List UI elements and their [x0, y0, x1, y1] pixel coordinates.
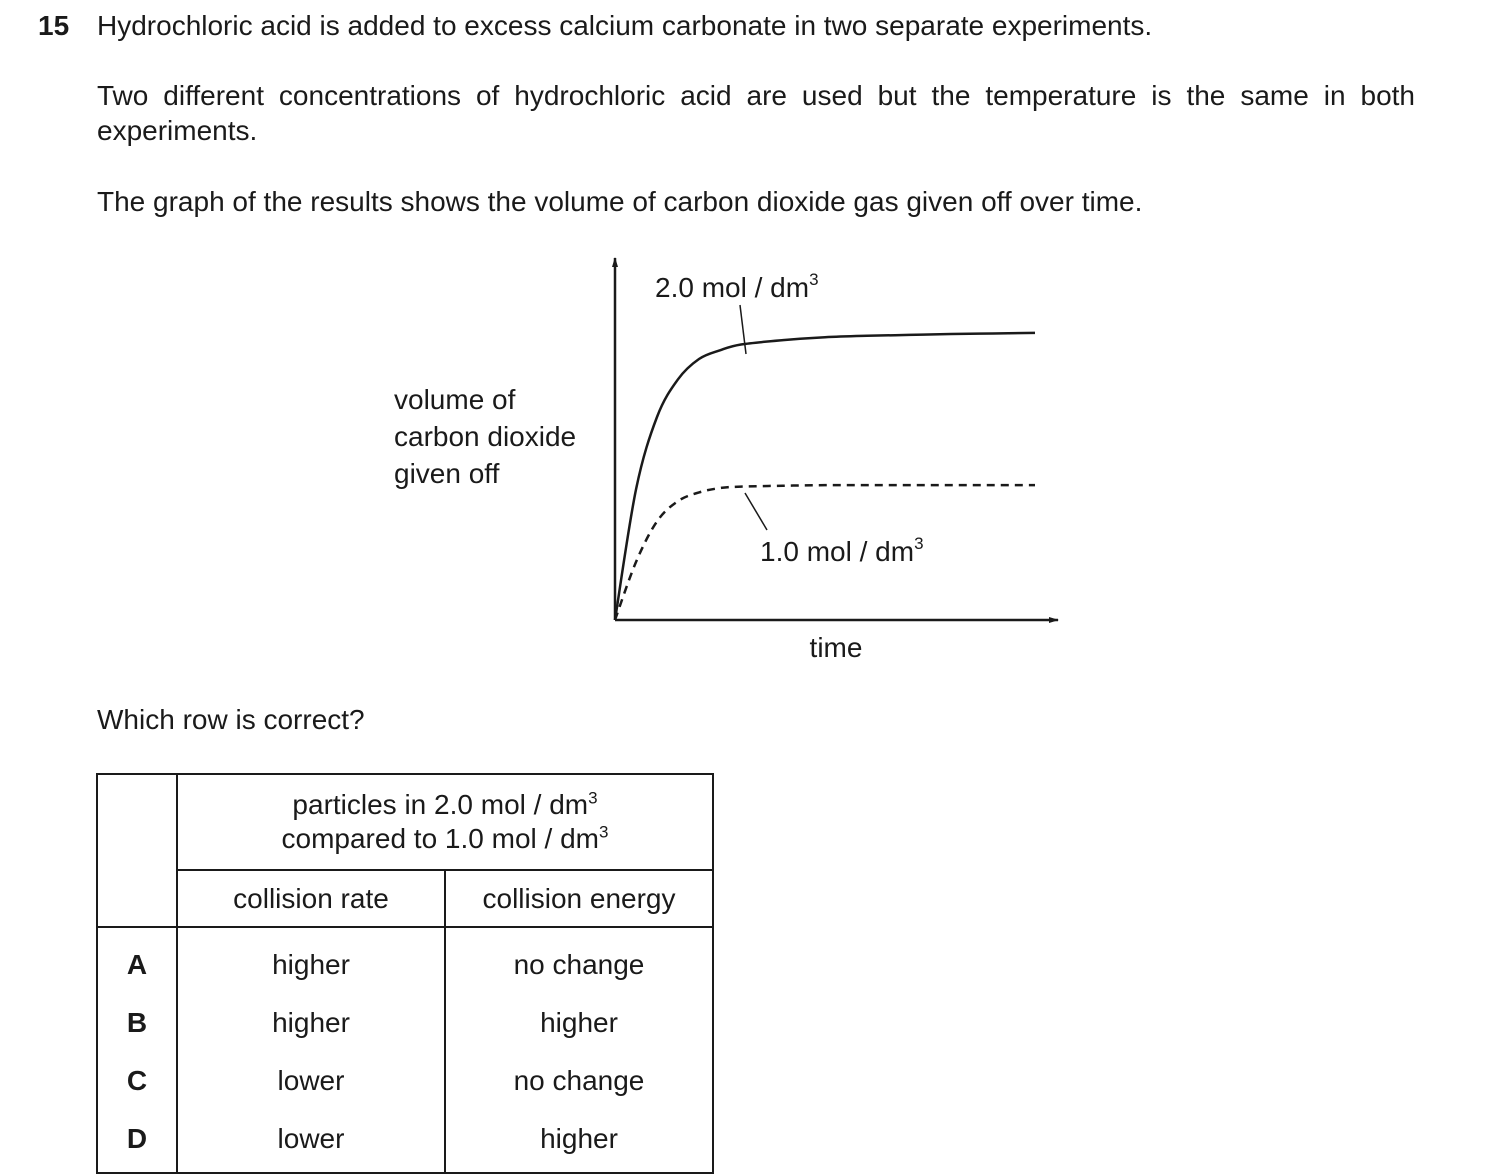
collision-energy-column — [445, 927, 713, 1173]
letters-column — [97, 927, 177, 1173]
option-d-energy: higher — [540, 1123, 618, 1154]
comparison-header — [177, 774, 713, 870]
header-line-2-text: compared to 1.0 mol / dm — [281, 823, 599, 854]
option-b-energy: higher — [540, 1007, 618, 1038]
answer-table — [96, 773, 714, 1174]
series-2-0-label-sup: 3 — [809, 270, 819, 289]
collision-rate-column — [177, 927, 445, 1173]
header-line-2-sup: 3 — [599, 822, 609, 842]
option-a-rate: higher — [272, 949, 350, 980]
series-2-0-label — [655, 270, 819, 303]
y-axis-label-line-3: given off — [394, 458, 500, 489]
series-1-0-label-sup: 3 — [914, 534, 924, 553]
comparison-header-line-1 — [178, 788, 712, 822]
series-2-0-leader-line — [740, 305, 746, 354]
option-letter-c: C — [126, 1065, 148, 1096]
blank-header-cell — [97, 774, 177, 927]
series-2-0-curve — [615, 333, 1035, 620]
column-header-collision-energy: collision energy — [445, 870, 713, 927]
option-letter-a: A — [126, 949, 148, 980]
y-axis-label-line-2: carbon dioxide — [394, 421, 577, 452]
header-line-1-text: particles in 2.0 mol / dm — [292, 789, 589, 820]
option-letter-d: D — [126, 1123, 148, 1154]
question-number: 15 — [38, 10, 70, 41]
x-axis-label: time — [809, 632, 863, 663]
graph-intro: The graph of the results shows the volume of carbon dioxide gas given off over time. — [97, 186, 1143, 217]
option-c-energy: no change — [513, 1065, 645, 1096]
option-a-energy: no change — [513, 949, 645, 980]
question-prompt: Which row is correct? — [97, 704, 365, 735]
series-1-0-leader-line — [745, 493, 767, 530]
option-d-rate: lower — [277, 1123, 345, 1154]
column-header-collision-rate: collision rate — [177, 870, 445, 927]
series-1-0-label — [760, 534, 924, 567]
option-c-rate: lower — [277, 1065, 345, 1096]
y-axis-label-line-1: volume of — [394, 384, 516, 415]
co2-volume-graph — [380, 250, 1080, 680]
option-b-rate: higher — [272, 1007, 350, 1038]
series-2-0-label-text: 2.0 mol / dm — [655, 272, 810, 303]
comparison-header-line-2 — [178, 822, 712, 856]
question-condition: Two different concentrations of hydrochloric acid are used but the temperature is the same in both experiments. — [97, 80, 1415, 146]
header-line-1-sup: 3 — [588, 788, 598, 808]
option-letter-b: B — [126, 1007, 148, 1038]
series-1-0-label-text: 1.0 mol / dm — [760, 536, 915, 567]
question-intro: Hydrochloric acid is added to excess calcium carbonate in two separate experiments. — [97, 10, 1153, 41]
